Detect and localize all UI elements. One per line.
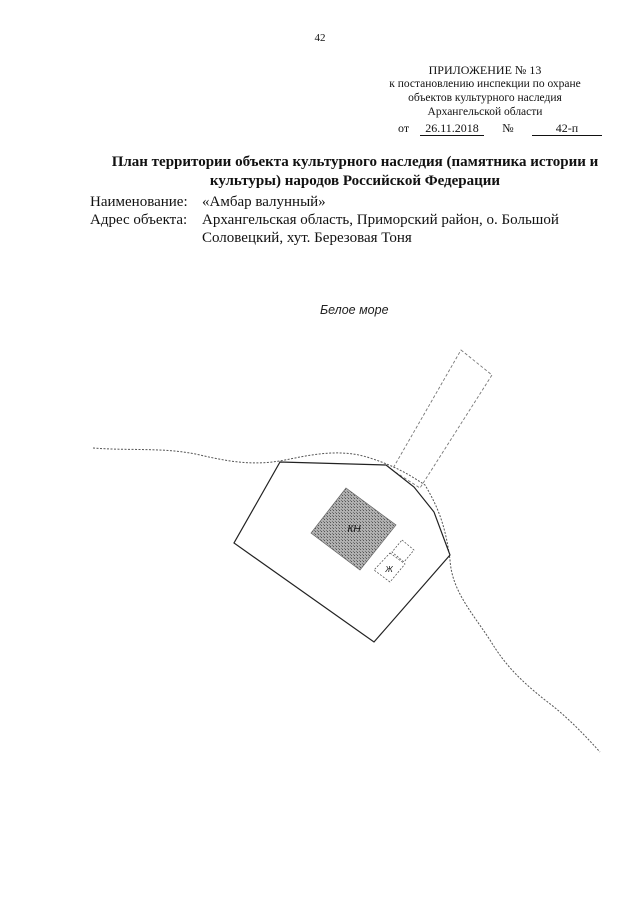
appendix-title: ПРИЛОЖЕНИЕ № 13: [428, 63, 542, 77]
access-strip: [392, 350, 492, 488]
appendix-number: 42-п: [532, 122, 602, 136]
number-label: №: [502, 121, 514, 135]
page-number: 42: [314, 32, 326, 44]
territory-plan-map: [0, 290, 640, 790]
small-structure-label: Ж: [385, 565, 393, 574]
appendix-line-3: Архангельской области: [427, 106, 543, 118]
document-title: План территории объекта культурного наследия (памятника истории и культуры) народов Российской Федерации: [111, 154, 599, 189]
name-value: «Амбар валунный»: [202, 194, 326, 210]
sea-label: Белое море: [320, 303, 389, 317]
appendix-line-1: к постановлению инспекции по охране: [389, 78, 581, 90]
appendix-line-2: объектов культурного наследия: [408, 92, 562, 104]
address-label: Адрес объекта:: [90, 212, 188, 228]
name-label: Наименование:: [90, 194, 188, 210]
main-building-label: КН: [347, 524, 361, 535]
address-value: Архангельская область, Приморский район, о. Большой Соловецкий, хут. Березовая Тоня: [202, 212, 559, 246]
from-label: от: [398, 121, 410, 135]
appendix-date-row: [398, 121, 602, 136]
appendix-date: 26.11.2018: [420, 122, 484, 136]
